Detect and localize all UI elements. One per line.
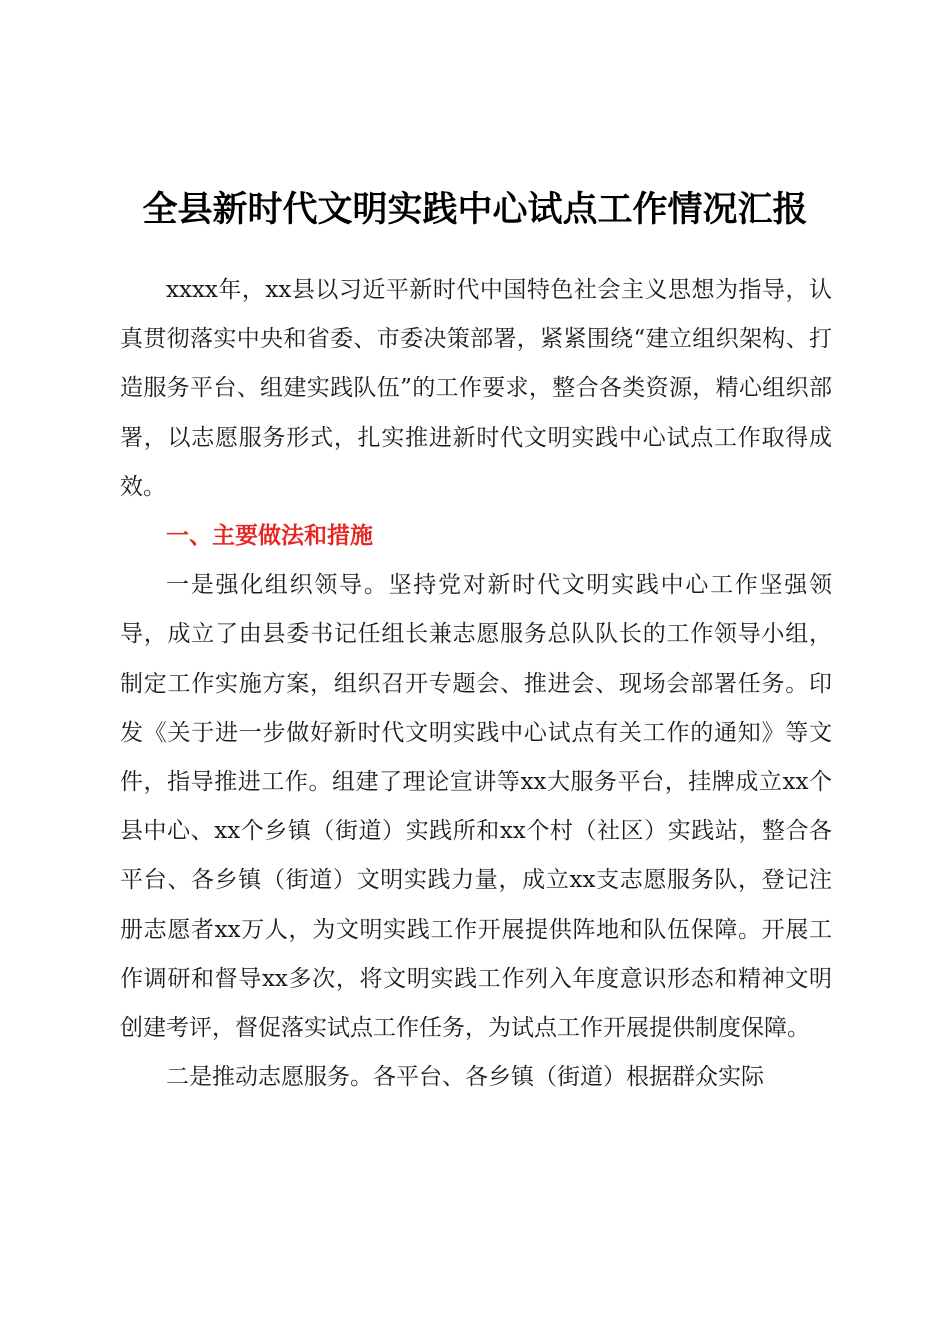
intro-paragraph: xxxx年，xx县以习近平新时代中国特色社会主义思想为指导，认真贯彻落实中央和省委、市委决策部署，紧紧围绕“建立组织架构、打造服务平台、组建实践队伍”的工作要求，整合各类资源，精心组织部署，以志愿服务形式，扎实推进新时代文明实践中心试点工作取得成效。 xyxy=(120,277,832,500)
section-heading-1: 一、主要做法和措施 xyxy=(166,523,373,550)
paragraph-organization-leadership: 一是强化组织领导。坚持党对新时代文明实践中心工作坚强领导，成立了由县委书记任组长兼志愿服务总队队长的工作领导小组，制定工作实施方案，组织召开专题会、推进会、现场会部署任务。印发《关于进一步做好新时代文明实践中心试点有关工作的通知》等文件，指导推进工作。组建了理论宣讲等xx大服务平台，挂牌成立xx个县中心、xx个乡镇（街道）实践所和xx个村（社区）实践站，整合各平台、各乡镇（街道）文明实践力量，成立xx支志愿服务队，登记注册志愿者xx万人，为文明实践工作开展提供阵地和队伍保障。开展工作调研和督导xx多次，将文明实践工作列入年度意识形态和精神文明创建考评，督促落实试点工作任务，为试点工作开展提供制度保障。 xyxy=(120,572,832,1042)
document-body xyxy=(120,266,832,1102)
document-title: 全县新时代文明实践中心试点工作情况汇报 xyxy=(142,189,808,230)
paragraph-volunteer-service: 二是推动志愿服务。各平台、各乡镇（街道）根据群众实际 xyxy=(166,1064,764,1091)
